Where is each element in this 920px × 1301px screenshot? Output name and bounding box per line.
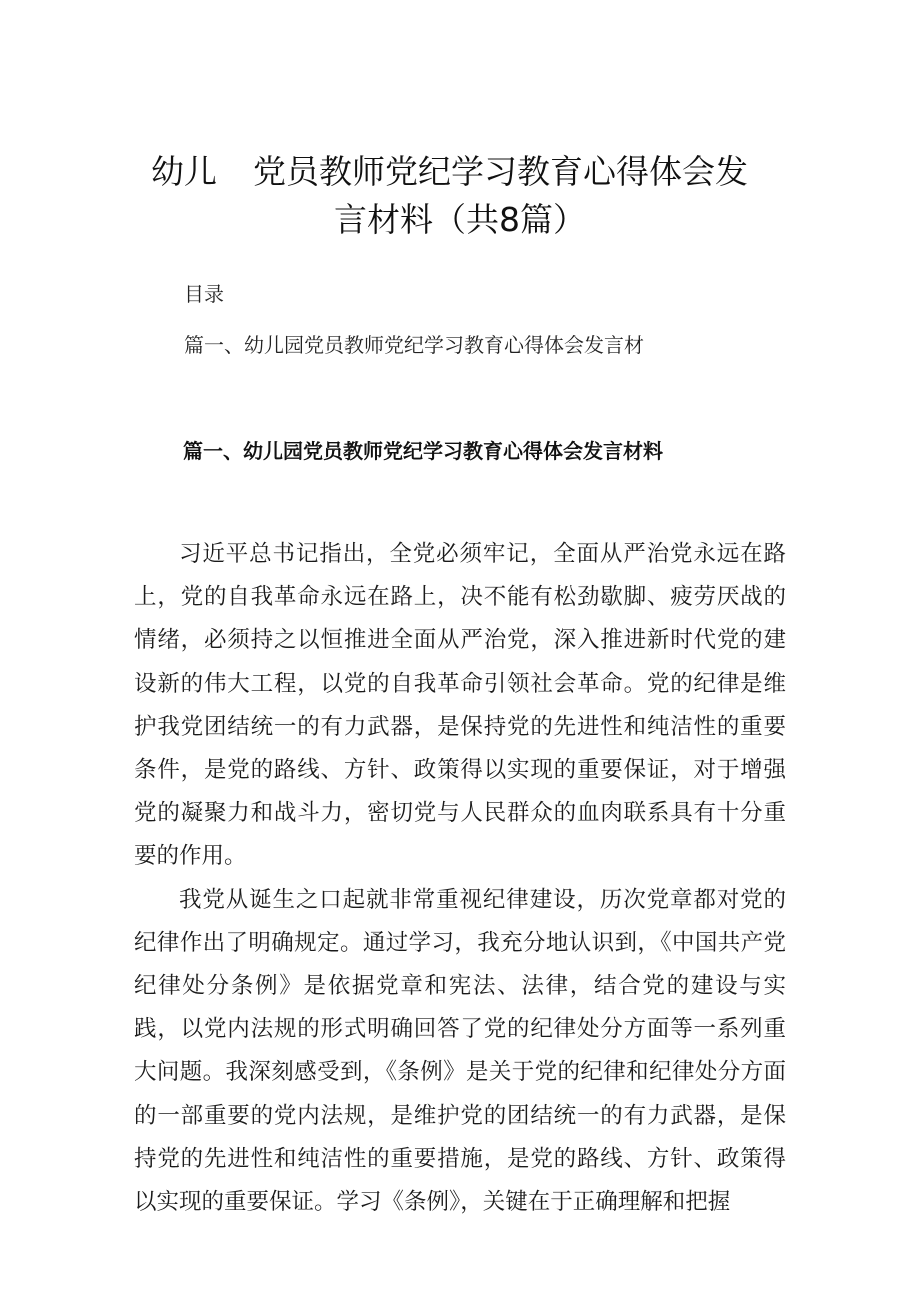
document-title xyxy=(130,148,790,244)
toc-item[interactable]: 篇一、幼儿园党员教师党纪学习教育心得体会发言材 xyxy=(184,333,644,357)
body-paragraph-2: 我党从诞生之口起就非常重视纪律建设，历次党章都对党的纪律作出了明确规定。通过学习，我充分地认识到，《中国共产党纪律处分条例》是依据党章和宪法、法律，结合党的建设与实践，以党内法规的形式明确回答了党的纪律处分方面等一系列重大问题。我深刻感受到，《条例》是关于党的纪律和纪律处分方面的一部重要的党内法规，是维护党的团结统一的有力武器，是保持党的先进性和纯洁性的重要措施，是党的路线、方针、政策得以实现的重要保证。学习《条例》，关键在于正确理解和把握 xyxy=(134,886,786,1216)
toc-heading: 目录 xyxy=(184,282,224,306)
section-heading: 篇一、幼儿园党员教师党纪学习教育心得体会发言材料 xyxy=(183,439,663,463)
body-paragraph-1: 习近平总书记指出，全党必须牢记，全面从严治党永远在路上，党的自我革命永远在路上，决不能有松劲歇脚、疲劳厌战的情绪，必须持之以恒推进全面从严治党，深入推进新时代党的建设新的伟大工程，以党的自我革命引领社会革命。党的纪律是维护我党团结统一的有力武器，是保持党的先进性和纯洁性的重要条件，是党的路线、方针、政策得以实现的重要保证，对于增强党的凝聚力和战斗力，密切党与人民群众的血肉联系具有十分重要的作用。 xyxy=(134,541,786,870)
title-line-1 xyxy=(130,148,790,196)
title-line-1-part-1: 幼儿 xyxy=(151,152,217,191)
title-line-2: 言材料（共8篇） xyxy=(334,200,586,239)
title-line-1-part-2: 党员教师党纪学习教育心得体会发 xyxy=(253,152,748,191)
body-text xyxy=(134,533,786,1224)
